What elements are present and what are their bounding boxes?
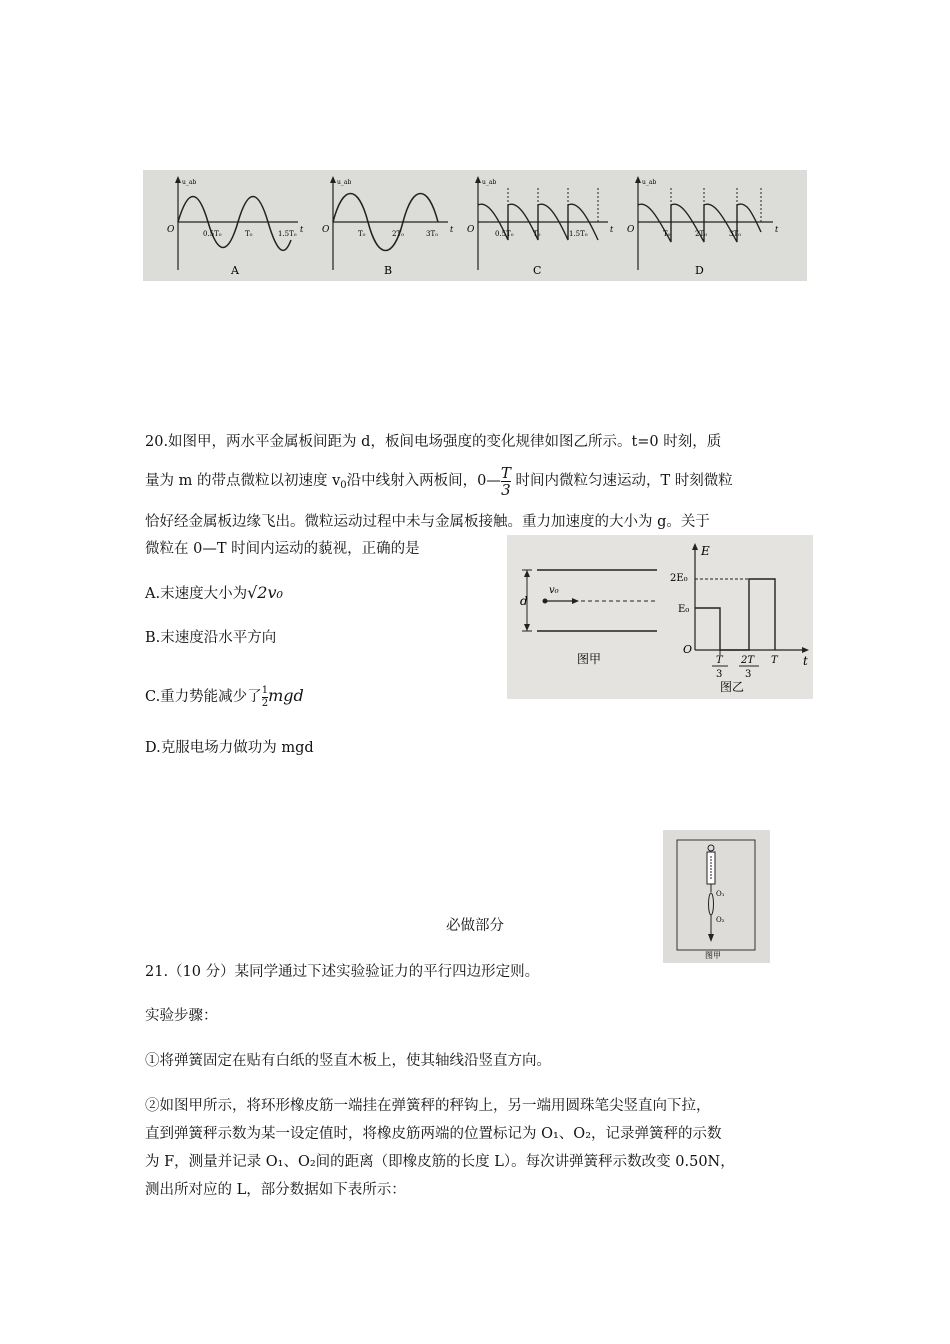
q20-line3: 恰好经金属板边缘飞出。微粒运动过程中未与金属板接触。重力加速度的大小为 g。关于 xyxy=(145,514,710,530)
q20-line4: 微粒在 0—T 时间内运动的藐视，正确的是 xyxy=(145,541,420,557)
q20-option-a-math: √2v₀ xyxy=(247,583,283,602)
q20-line1: 20.如图甲，两水平金属板间距为 d，板间电场强度的变化规律如图乙所示。t=0 时刻，质 xyxy=(145,434,722,450)
q20-line2-b: 沿中线射入两板间，0— xyxy=(346,473,501,489)
q20-frac-num: T xyxy=(500,463,511,482)
q20-option-c-math: mgd xyxy=(268,686,304,705)
section-title: 必做部分 xyxy=(446,918,504,934)
graph-c-label: C xyxy=(533,264,542,277)
q21-figure xyxy=(663,830,770,963)
graph-d-t: t xyxy=(775,225,779,234)
graph-a-origin: O xyxy=(167,225,175,235)
graph-d-origin: O xyxy=(627,225,635,235)
graph-c-tick-3: 1.5T₀ xyxy=(569,230,588,238)
graph-c xyxy=(467,176,614,277)
graph-b-axis-label: u_ab xyxy=(337,179,352,186)
q21-figure-svg xyxy=(663,830,770,963)
caption-right: 图乙 xyxy=(720,680,745,694)
o2-label: O₂ xyxy=(716,916,725,924)
q20-option-c-text: C.重力势能减少了 xyxy=(145,689,262,705)
graph-a xyxy=(167,176,304,277)
q21-fig-caption: 图甲 xyxy=(705,951,721,960)
e-axis-label: E xyxy=(701,544,710,558)
q20-line2 xyxy=(145,459,733,503)
graph-b-origin: O xyxy=(322,225,330,235)
graph-a-tick-2: T₀ xyxy=(245,230,253,238)
waveform-options-figure xyxy=(143,170,807,281)
distance-d-label: d xyxy=(520,594,528,608)
graph-c-origin: O xyxy=(467,225,475,235)
q20-option-a xyxy=(145,583,283,604)
graph-d-label: D xyxy=(695,264,704,277)
graph-a-axis-label: u_ab xyxy=(182,179,197,186)
graph-b xyxy=(322,176,454,277)
origin-label: O xyxy=(683,643,693,656)
q21-steps-heading: 实验步骤： xyxy=(145,1008,218,1024)
q20-line2-c: 时间内微粒匀速运动，T 时刻微粒 xyxy=(510,473,733,489)
q20-line2-a: 量为 m 的带点微粒以初速度 v xyxy=(145,473,341,489)
graph-b-label: B xyxy=(384,264,393,277)
graph-a-t: t xyxy=(300,225,304,234)
caption-left: 图甲 xyxy=(577,652,602,666)
graph-b-t: t xyxy=(450,225,454,234)
q20-option-c-den: 2 xyxy=(261,697,269,709)
two-e0-label: 2E₀ xyxy=(670,573,688,584)
rubber-band xyxy=(709,893,714,915)
graph-b-tick-2: 2T₀ xyxy=(392,230,404,238)
graph-d-tick-1: T₀ xyxy=(663,230,671,238)
q20-option-b: B.末速度沿水平方向 xyxy=(145,630,277,646)
q20-fraction-t3 xyxy=(501,465,511,498)
q21-step2-line2: 直到弹簧秤示数为某一设定值时，将橡皮筋两端的位置标记为 O₁、O₂，记录弹簧秤的示数 xyxy=(145,1126,722,1142)
graph-d-tick-2: 2T₀ xyxy=(695,230,707,238)
graph-d xyxy=(627,176,779,277)
graph-c-axis-label: u_ab xyxy=(482,179,497,186)
q21-step2-line3: 为 F，测量并记录 O₁、O₂间的距离（即橡皮筋的长度 L）。每次讲弹簧秤示数改变 0.50N， xyxy=(145,1154,735,1170)
q20-option-d: D.克服电场力做功为 mgd xyxy=(145,740,314,756)
graph-a-tick-1: 0.5T₀ xyxy=(203,230,222,238)
q20-option-c-num: 1 xyxy=(261,684,269,696)
graph-b-tick-3: 3T₀ xyxy=(426,230,438,238)
q21-step2-line1: ②如图甲所示，将环形橡皮筋一端挂在弹簧秤的秤钩上，另一端用圆珠笔尖竖直向下拉， xyxy=(145,1098,711,1114)
q21-line1: 21.（10 分）某同学通过下述实验验证力的平行四边形定则。 xyxy=(145,964,540,980)
tick-t3-num: T xyxy=(716,655,723,666)
q21-step2-line4: 测出所对应的 L，部分数据如下表所示： xyxy=(145,1182,406,1198)
graph-d-axis-label: u_ab xyxy=(642,179,657,186)
particle xyxy=(543,599,548,604)
velocity-v0-label: v₀ xyxy=(549,585,559,596)
q20-option-a-text: A.末速度大小为 xyxy=(145,586,248,602)
q21-step1: ①将弹簧固定在贴有白纸的竖直木板上，使其轴线沿竖直方向。 xyxy=(145,1053,551,1069)
graph-c-t: t xyxy=(610,225,614,234)
waveform-svg xyxy=(143,170,807,281)
o1-label: O₁ xyxy=(716,890,725,898)
graph-d-tick-3: 3T₀ xyxy=(729,230,741,238)
q20-figure-svg xyxy=(507,535,813,699)
tick-t: T xyxy=(771,655,778,666)
graph-c-tick-1: 0.5T₀ xyxy=(495,230,514,238)
q20-frac-den: 3 xyxy=(501,480,511,499)
graph-a-label: A xyxy=(231,264,239,277)
spring-hook-ring xyxy=(708,845,714,851)
tick-t3-den: 3 xyxy=(716,669,723,680)
graph-b-tick-1: T₀ xyxy=(358,230,366,238)
q20-option-c xyxy=(145,676,304,716)
graph-c-tick-2: T₀ xyxy=(533,230,541,238)
tick-2t3-den: 3 xyxy=(745,669,752,680)
t-axis-label: t xyxy=(803,654,808,668)
q20-figure xyxy=(507,535,813,699)
e0-label: E₀ xyxy=(678,604,690,615)
q20-v0-sub: 0 xyxy=(340,480,347,491)
e-t-curve xyxy=(695,579,775,650)
graph-a-tick-3: 1.5T₀ xyxy=(278,230,297,238)
tick-2t3-num: 2T xyxy=(741,655,755,666)
